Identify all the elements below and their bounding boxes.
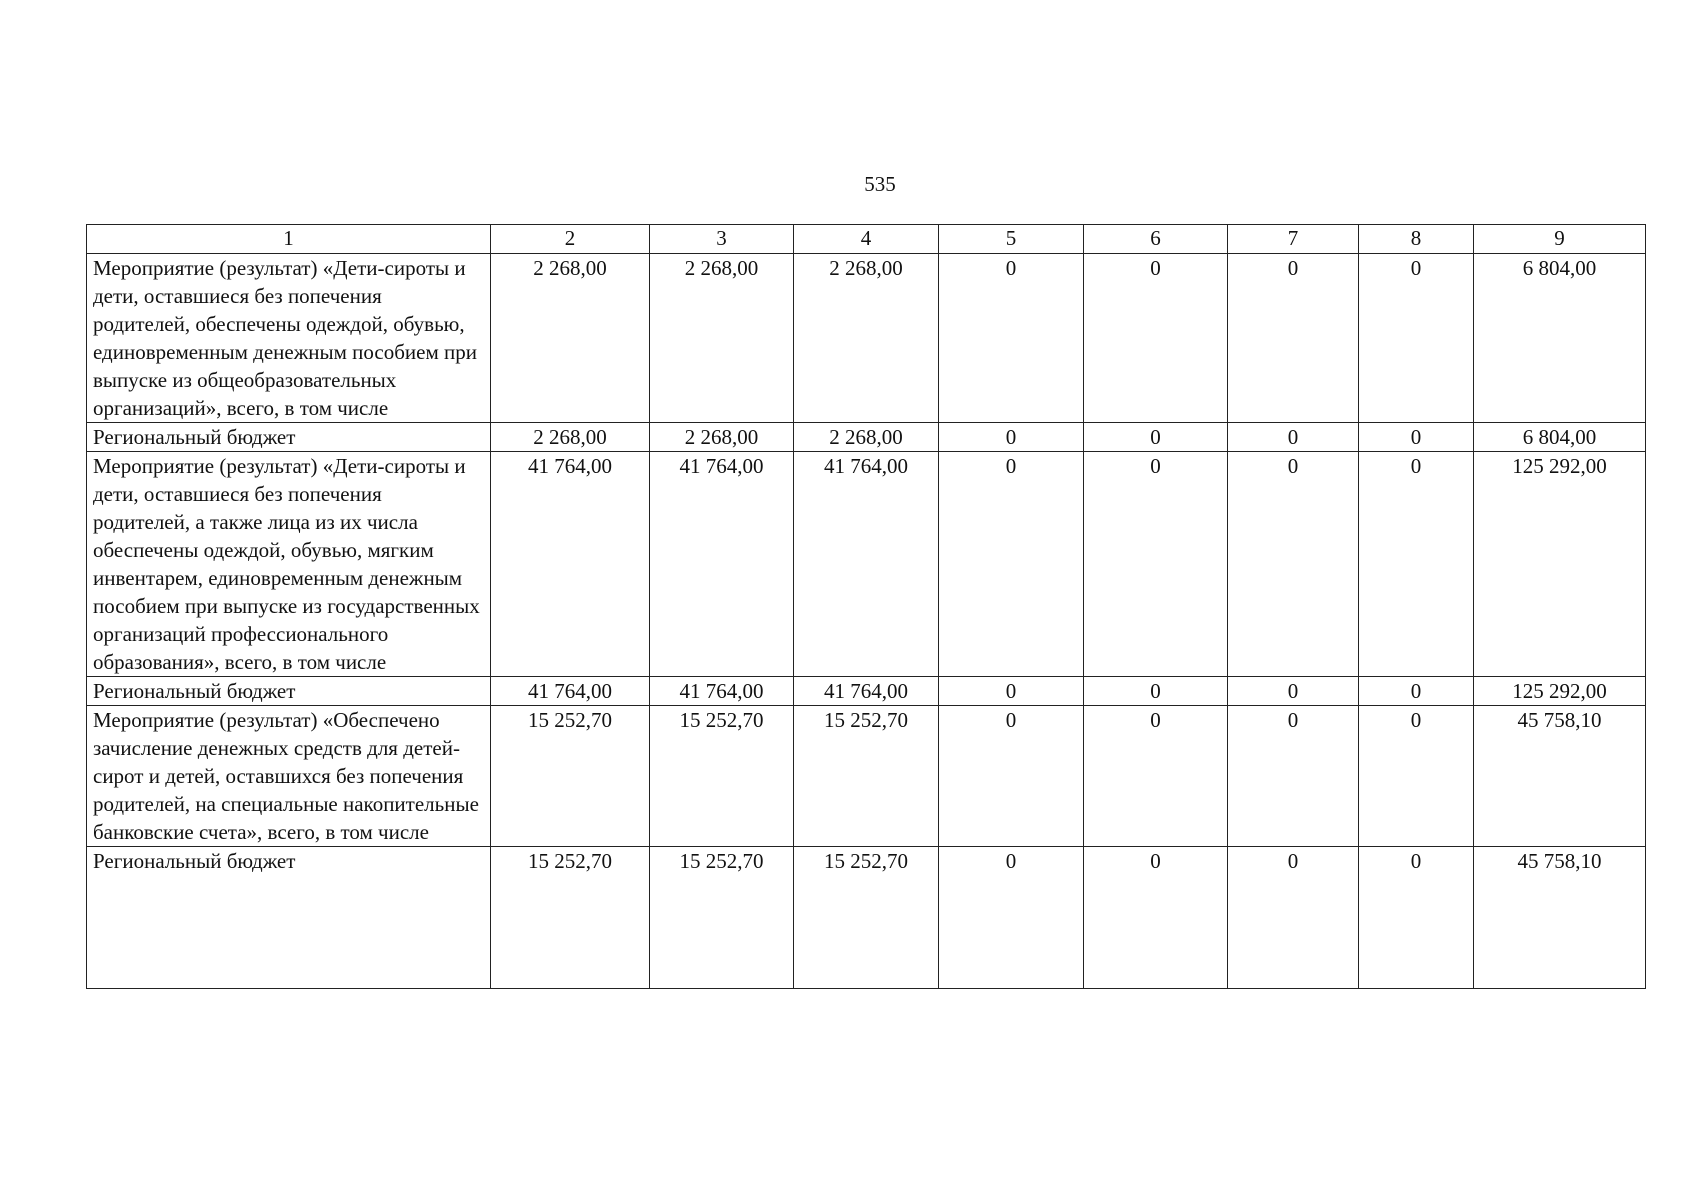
value-cell: 15 252,70 — [794, 847, 939, 989]
value-cell: 15 252,70 — [650, 847, 794, 989]
value-cell: 0 — [1084, 706, 1228, 847]
value-cell: 0 — [1228, 423, 1359, 452]
value-cell: 0 — [1084, 452, 1228, 677]
value-cell: 0 — [939, 677, 1084, 706]
value-cell: 15 252,70 — [650, 706, 794, 847]
row-name-cell: Региональный бюджет — [87, 423, 491, 452]
total-cell: 6 804,00 — [1474, 423, 1646, 452]
value-cell: 0 — [1359, 706, 1474, 847]
value-cell: 41 764,00 — [650, 677, 794, 706]
column-header: 3 — [650, 225, 794, 254]
value-cell: 15 252,70 — [491, 706, 650, 847]
column-header: 8 — [1359, 225, 1474, 254]
value-cell: 2 268,00 — [794, 423, 939, 452]
value-cell: 2 268,00 — [650, 423, 794, 452]
value-cell: 0 — [1359, 677, 1474, 706]
value-cell: 0 — [1084, 254, 1228, 423]
value-cell: 0 — [1084, 423, 1228, 452]
table-row — [87, 423, 1646, 452]
value-cell: 0 — [1228, 706, 1359, 847]
total-cell: 6 804,00 — [1474, 254, 1646, 423]
value-cell: 0 — [1084, 677, 1228, 706]
value-cell: 0 — [939, 706, 1084, 847]
value-cell: 41 764,00 — [491, 452, 650, 677]
value-cell: 0 — [1228, 677, 1359, 706]
value-cell: 0 — [939, 452, 1084, 677]
value-cell: 0 — [1359, 423, 1474, 452]
value-cell: 41 764,00 — [794, 452, 939, 677]
value-cell: 0 — [939, 423, 1084, 452]
value-cell: 41 764,00 — [650, 452, 794, 677]
value-cell: 0 — [939, 847, 1084, 989]
column-header: 9 — [1474, 225, 1646, 254]
value-cell: 41 764,00 — [794, 677, 939, 706]
value-cell: 0 — [1228, 254, 1359, 423]
column-header: 7 — [1228, 225, 1359, 254]
column-header: 6 — [1084, 225, 1228, 254]
value-cell: 0 — [1228, 452, 1359, 677]
table-row — [87, 706, 1646, 847]
value-cell: 0 — [1228, 847, 1359, 989]
value-cell: 0 — [1084, 847, 1228, 989]
table-row — [87, 677, 1646, 706]
total-cell: 125 292,00 — [1474, 452, 1646, 677]
row-name-cell: Региональный бюджет — [87, 847, 491, 989]
column-header: 2 — [491, 225, 650, 254]
budget-table — [86, 224, 1646, 989]
total-cell: 45 758,10 — [1474, 847, 1646, 989]
value-cell: 2 268,00 — [491, 254, 650, 423]
table-row — [87, 254, 1646, 423]
table-row — [87, 847, 1646, 989]
table-header-row — [87, 225, 1646, 254]
column-header: 5 — [939, 225, 1084, 254]
row-name-cell: Региональный бюджет — [87, 677, 491, 706]
row-name-cell: Мероприятие (результат) «Дети-сироты и дети, оставшиеся без попечения родителей, обеспечены одеждой, обувью, единовременным денежным пособием при выпуске из общеобразовательных организаций», всего, в том числе — [87, 254, 491, 423]
row-name-cell: Мероприятие (результат) «Обеспечено зачисление денежных средств для детей-сирот и детей, оставшихся без попечения родителей, на специальные накопительные банковские счета», всего, в том числе — [87, 706, 491, 847]
value-cell: 0 — [1359, 847, 1474, 989]
column-header: 1 — [87, 225, 491, 254]
row-name-cell: Мероприятие (результат) «Дети-сироты и дети, оставшиеся без попечения родителей, а также лица из их числа обеспечены одеждой, обувью, мягким инвентарем, единовременным денежным пособием при выпуске из государственных организаций профессионального образования», всего, в том числе — [87, 452, 491, 677]
value-cell: 15 252,70 — [491, 847, 650, 989]
value-cell: 41 764,00 — [491, 677, 650, 706]
total-cell: 45 758,10 — [1474, 706, 1646, 847]
value-cell: 0 — [939, 254, 1084, 423]
value-cell: 2 268,00 — [794, 254, 939, 423]
total-cell: 125 292,00 — [1474, 677, 1646, 706]
table-row — [87, 452, 1646, 677]
column-header: 4 — [794, 225, 939, 254]
value-cell: 15 252,70 — [794, 706, 939, 847]
value-cell: 0 — [1359, 452, 1474, 677]
value-cell: 2 268,00 — [650, 254, 794, 423]
value-cell: 2 268,00 — [491, 423, 650, 452]
value-cell: 0 — [1359, 254, 1474, 423]
page-number: 535 — [864, 172, 896, 196]
